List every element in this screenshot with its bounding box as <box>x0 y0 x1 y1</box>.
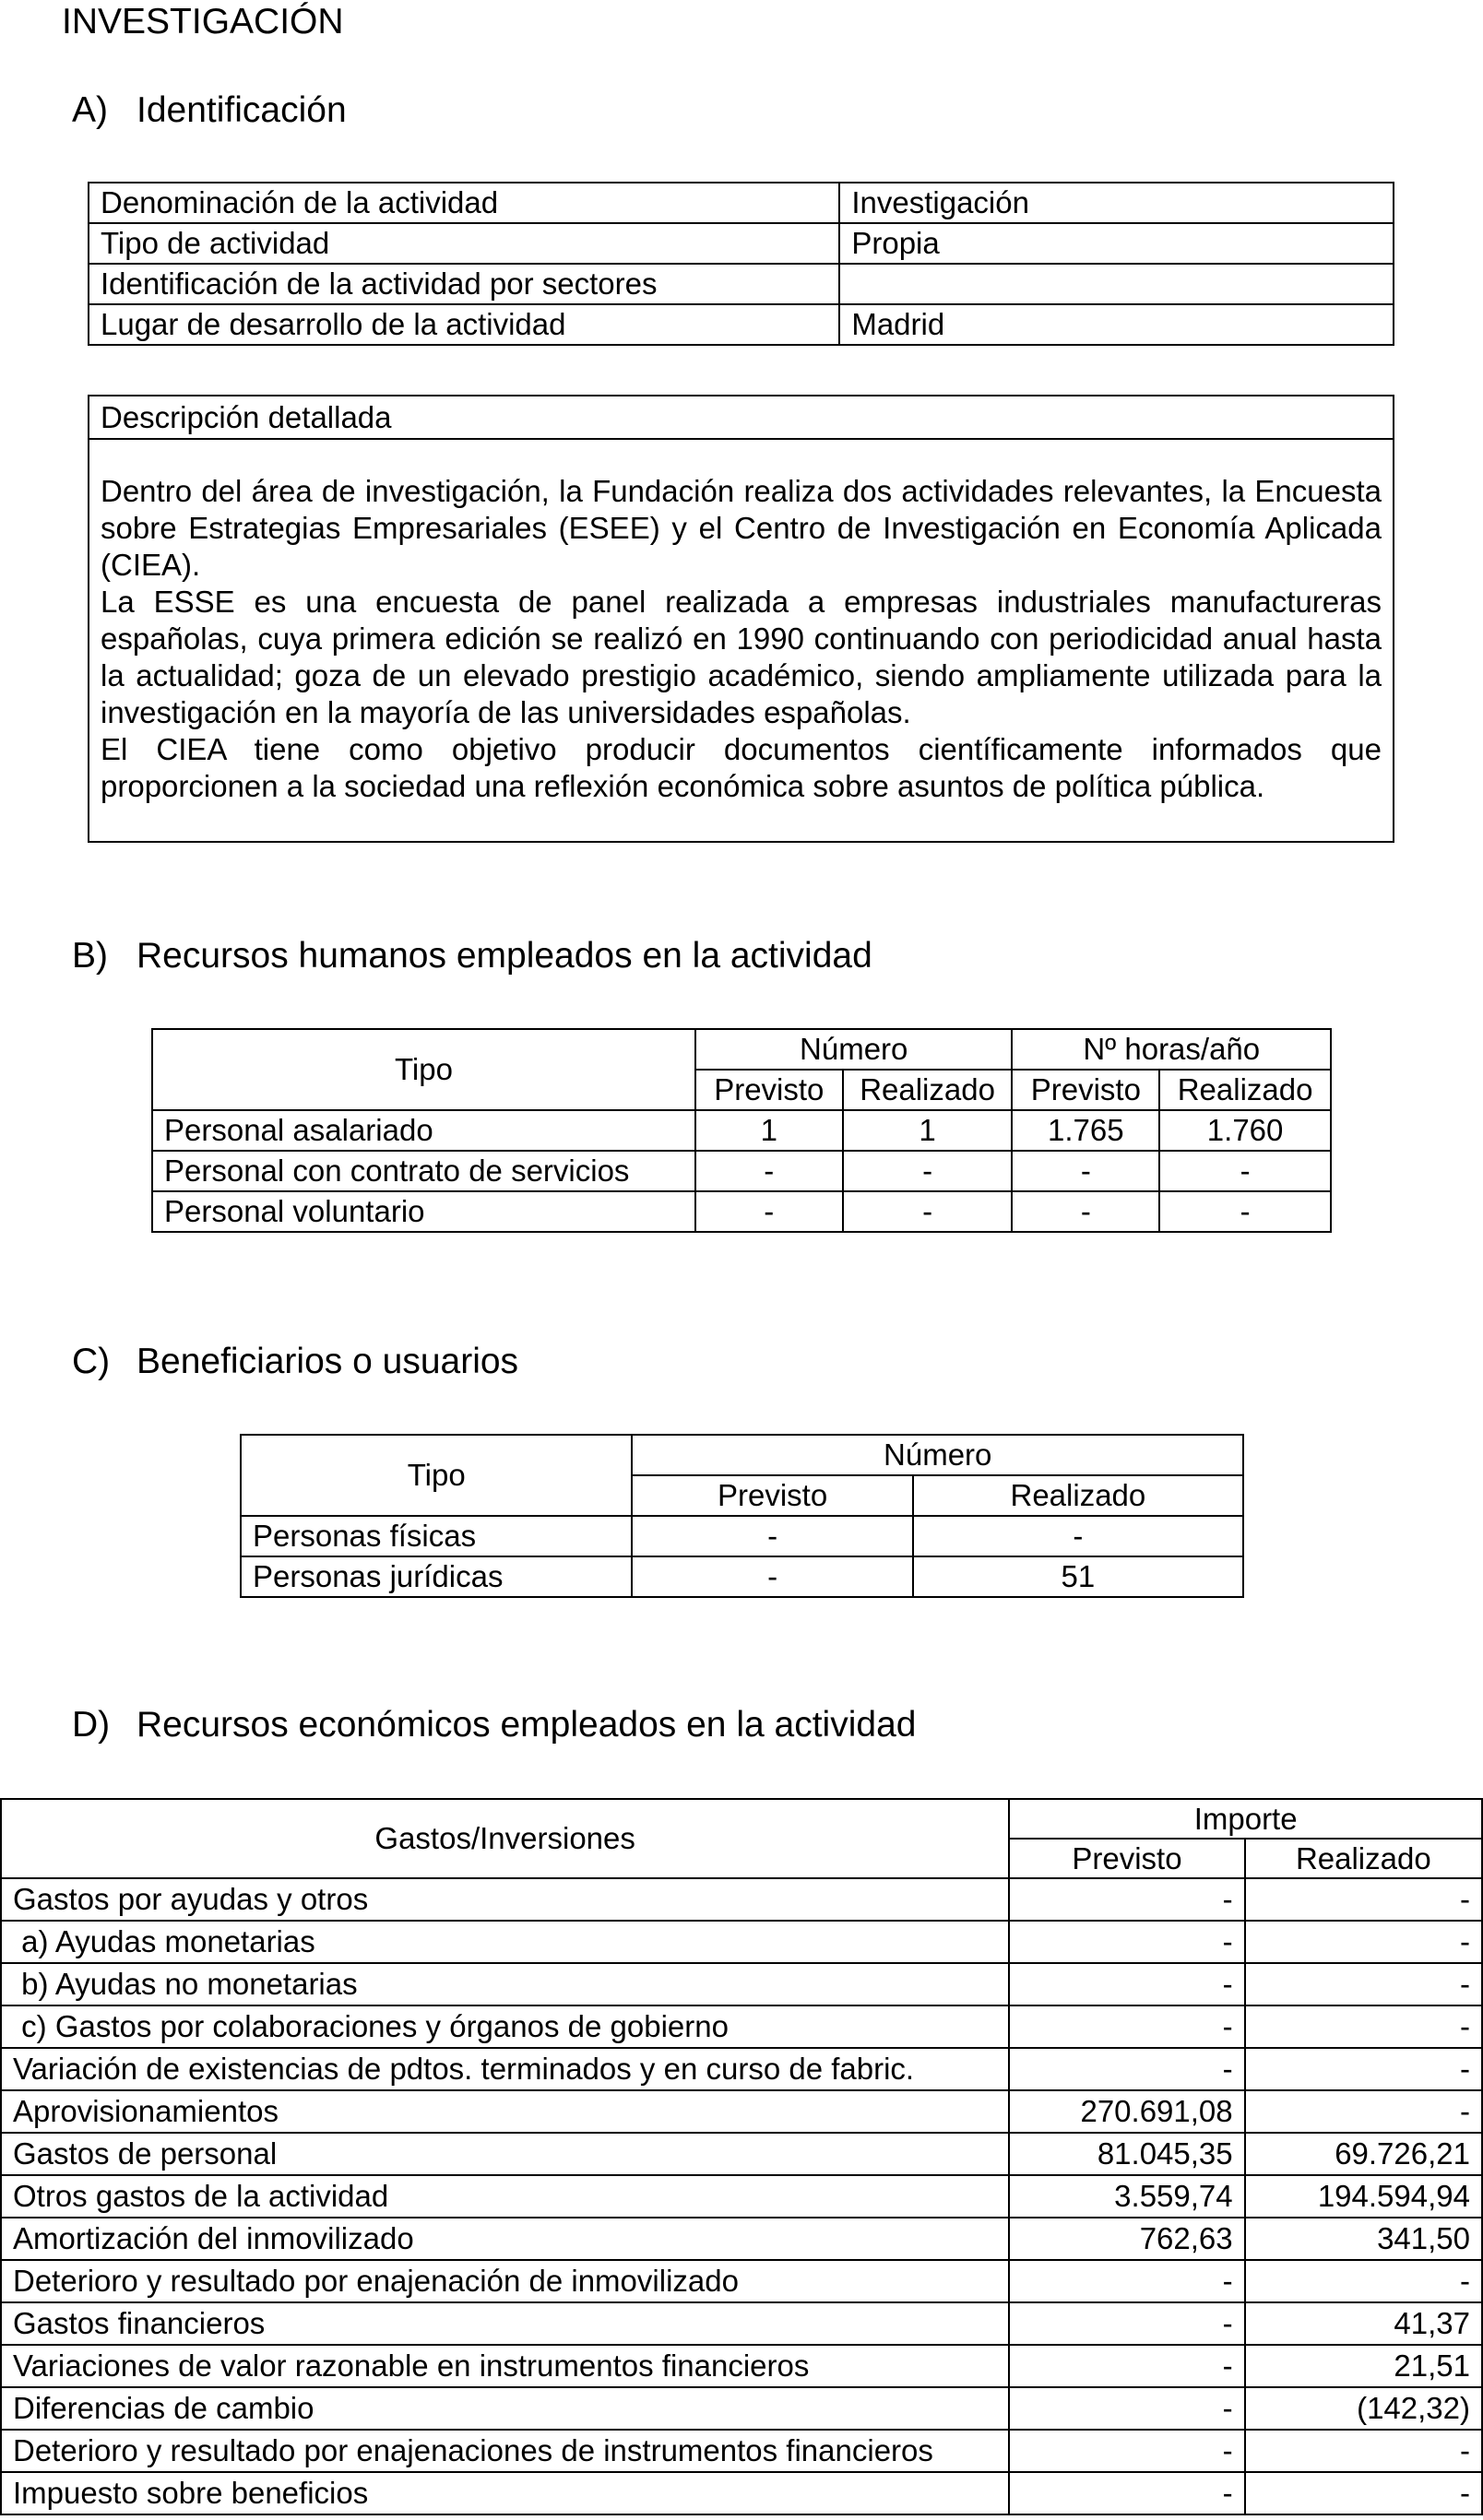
section-b-letter: B) <box>72 936 108 976</box>
table-row <box>1 2302 1482 2345</box>
row-tipo: Personas jurídicas <box>241 1556 632 1597</box>
cell-num-previsto: - <box>695 1151 843 1191</box>
table-row <box>1 2133 1482 2175</box>
table-row <box>1 2430 1482 2472</box>
identification-value <box>839 264 1394 304</box>
cell-previsto: - <box>1009 1963 1244 2005</box>
description-paragraph: Dentro del área de investigación, la Fundación realiza dos actividades relevantes, la Encuesta sobre Estrategias Empresariales (ESEE) y el Centro de Investigación en Economía Aplicada (CIEA). <box>101 474 1382 582</box>
table-header-row <box>241 1435 1243 1475</box>
table-row <box>152 1110 1331 1151</box>
cell-previsto: 762,63 <box>1009 2218 1244 2260</box>
cell-realizado: - <box>913 1516 1243 1556</box>
identification-label: Denominación de la actividad <box>89 183 839 223</box>
cell-realizado: - <box>1245 2472 1482 2514</box>
cell-realizado: 341,50 <box>1245 2218 1482 2260</box>
cell-horas-realizado: - <box>1159 1151 1331 1191</box>
cell-realizado: - <box>1245 2048 1482 2090</box>
cell-horas-previsto: 1.765 <box>1012 1110 1159 1151</box>
col-header-previsto: Previsto <box>695 1070 843 1110</box>
row-tipo: Personas físicas <box>241 1516 632 1556</box>
table-row <box>1 2005 1482 2048</box>
row-label: Amortización del inmovilizado <box>1 2218 1009 2260</box>
table-row <box>1 2218 1482 2260</box>
section-a-heading <box>72 89 347 133</box>
cell-realizado: 194.594,94 <box>1245 2175 1482 2218</box>
row-label: Deterioro y resultado por enajenaciones de instrumentos financieros <box>1 2430 1009 2472</box>
cell-realizado: - <box>1245 2430 1482 2472</box>
section-c-letter: C) <box>72 1342 111 1381</box>
row-label: Variaciones de valor razonable en instrumentos financieros <box>1 2345 1009 2387</box>
row-label: a) Ayudas monetarias <box>1 1921 1009 1963</box>
row-label: Gastos financieros <box>1 2302 1009 2345</box>
table-row <box>1 2175 1482 2218</box>
col-header-realizado: Realizado <box>843 1070 1013 1110</box>
cell-previsto: 3.559,74 <box>1009 2175 1244 2218</box>
cell-previsto: - <box>1009 2048 1244 2090</box>
table-row <box>89 304 1394 345</box>
table-row <box>1 1921 1482 1963</box>
identification-value: Propia <box>839 223 1394 264</box>
economic-resources-table <box>0 1798 1483 2515</box>
cell-realizado: - <box>1245 2005 1482 2048</box>
col-header-realizado: Realizado <box>913 1475 1243 1516</box>
page-title: INVESTIGACIÓN <box>62 2 344 41</box>
col-header-tipo: Tipo <box>152 1029 695 1110</box>
human-resources-table <box>151 1028 1332 1233</box>
cell-previsto: - <box>632 1556 912 1597</box>
cell-horas-realizado: 1.760 <box>1159 1110 1331 1151</box>
section-b-title: Recursos humanos empleados en la actividad <box>136 936 872 976</box>
table-row <box>1 2048 1482 2090</box>
description-paragraph: El CIEA tiene como objetivo producir documentos científicamente informados que proporcionen a la sociedad una reflexión económica sobre asuntos de política pública. <box>101 732 1382 803</box>
cell-realizado: - <box>1245 1878 1482 1921</box>
row-tipo: Personal asalariado <box>152 1110 695 1151</box>
cell-previsto: - <box>1009 2345 1244 2387</box>
description-paragraph: La ESSE es una encuesta de panel realizada a empresas industriales manufactureras españolas, cuya primera edición se realizó en 1990 continuando con periodicidad anual hasta la actualidad; goza de un elevado prestigio académico, siendo ampliamente utilizada para la investigación en la mayoría de las universidades españolas. <box>101 585 1382 729</box>
col-header-numero: Número <box>695 1029 1013 1070</box>
table-row <box>1 2090 1482 2133</box>
table-row <box>1 1878 1482 1921</box>
cell-horas-previsto: - <box>1012 1191 1159 1232</box>
table-row <box>1 2387 1482 2430</box>
cell-realizado: - <box>1245 1963 1482 2005</box>
table-row <box>1 1963 1482 2005</box>
cell-num-realizado: 1 <box>843 1110 1013 1151</box>
beneficiaries-table <box>240 1434 1244 1598</box>
section-b-heading <box>72 934 872 978</box>
row-label: Deterioro y resultado por enajenación de inmovilizado <box>1 2260 1009 2302</box>
identification-table <box>88 182 1394 346</box>
col-header-importe: Importe <box>1009 1799 1482 1839</box>
section-a-letter: A) <box>72 90 108 130</box>
cell-previsto: - <box>1009 2302 1244 2345</box>
cell-realizado: 69.726,21 <box>1245 2133 1482 2175</box>
description-body <box>89 440 1393 805</box>
cell-num-realizado: - <box>843 1191 1013 1232</box>
cell-realizado: - <box>1245 1921 1482 1963</box>
row-label: Impuesto sobre beneficios <box>1 2472 1009 2514</box>
table-row <box>1 2345 1482 2387</box>
cell-realizado: - <box>1245 2090 1482 2133</box>
section-d-letter: D) <box>72 1705 111 1745</box>
table-row <box>241 1556 1243 1597</box>
cell-num-previsto: 1 <box>695 1110 843 1151</box>
cell-horas-previsto: - <box>1012 1151 1159 1191</box>
cell-realizado: (142,32) <box>1245 2387 1482 2430</box>
cell-previsto: - <box>1009 2387 1244 2430</box>
row-label: Gastos por ayudas y otros <box>1 1878 1009 1921</box>
cell-num-realizado: - <box>843 1151 1013 1191</box>
col-header-numero: Número <box>632 1435 1243 1475</box>
col-header-previsto: Previsto <box>1012 1070 1159 1110</box>
col-header-realizado: Realizado <box>1159 1070 1331 1110</box>
section-d-heading <box>72 1703 916 1747</box>
table-row <box>1 2472 1482 2514</box>
row-label: Gastos de personal <box>1 2133 1009 2175</box>
identification-value: Investigación <box>839 183 1394 223</box>
col-header-tipo: Tipo <box>241 1435 632 1516</box>
cell-previsto: - <box>632 1516 912 1556</box>
table-header-row <box>1 1799 1482 1839</box>
table-row <box>152 1191 1331 1232</box>
row-label: b) Ayudas no monetarias <box>1 1963 1009 2005</box>
cell-previsto: - <box>1009 2260 1244 2302</box>
economic-rows <box>1 1878 1482 2514</box>
cell-num-previsto: - <box>695 1191 843 1232</box>
identification-label: Tipo de actividad <box>89 223 839 264</box>
table-row <box>152 1151 1331 1191</box>
description-box <box>88 395 1394 843</box>
section-d-title: Recursos económicos empleados en la actividad <box>136 1705 917 1745</box>
col-header-gastos: Gastos/Inversiones <box>1 1799 1009 1878</box>
identification-label: Identificación de la actividad por sectores <box>89 264 839 304</box>
col-header-previsto: Previsto <box>632 1475 912 1516</box>
cell-previsto: 270.691,08 <box>1009 2090 1244 2133</box>
cell-previsto: - <box>1009 2430 1244 2472</box>
table-row <box>89 264 1394 304</box>
description-header: Descripción detallada <box>89 396 1393 440</box>
row-label: c) Gastos por colaboraciones y órganos de gobierno <box>1 2005 1009 2048</box>
cell-realizado: - <box>1245 2260 1482 2302</box>
cell-previsto: - <box>1009 2005 1244 2048</box>
col-header-previsto: Previsto <box>1009 1839 1244 1878</box>
section-c-title: Beneficiarios o usuarios <box>136 1342 519 1381</box>
cell-realizado: 41,37 <box>1245 2302 1482 2345</box>
table-row <box>1 2260 1482 2302</box>
cell-previsto: - <box>1009 1921 1244 1963</box>
identification-value: Madrid <box>839 304 1394 345</box>
col-header-realizado: Realizado <box>1245 1839 1482 1878</box>
cell-previsto: - <box>1009 1878 1244 1921</box>
cell-realizado: 51 <box>913 1556 1243 1597</box>
row-label: Otros gastos de la actividad <box>1 2175 1009 2218</box>
cell-previsto: - <box>1009 2472 1244 2514</box>
cell-previsto: 81.045,35 <box>1009 2133 1244 2175</box>
section-a-title: Identificación <box>136 90 347 130</box>
table-row <box>89 223 1394 264</box>
row-label: Aprovisionamientos <box>1 2090 1009 2133</box>
row-label: Variación de existencias de pdtos. terminados y en curso de fabric. <box>1 2048 1009 2090</box>
row-tipo: Personal con contrato de servicios <box>152 1151 695 1191</box>
col-header-horas: Nº horas/año <box>1012 1029 1331 1070</box>
table-row <box>241 1516 1243 1556</box>
cell-realizado: 21,51 <box>1245 2345 1482 2387</box>
section-c-heading <box>72 1340 518 1384</box>
row-label: Diferencias de cambio <box>1 2387 1009 2430</box>
row-tipo: Personal voluntario <box>152 1191 695 1232</box>
identification-label: Lugar de desarrollo de la actividad <box>89 304 839 345</box>
cell-horas-realizado: - <box>1159 1191 1331 1232</box>
table-row <box>89 183 1394 223</box>
table-header-row <box>152 1029 1331 1070</box>
